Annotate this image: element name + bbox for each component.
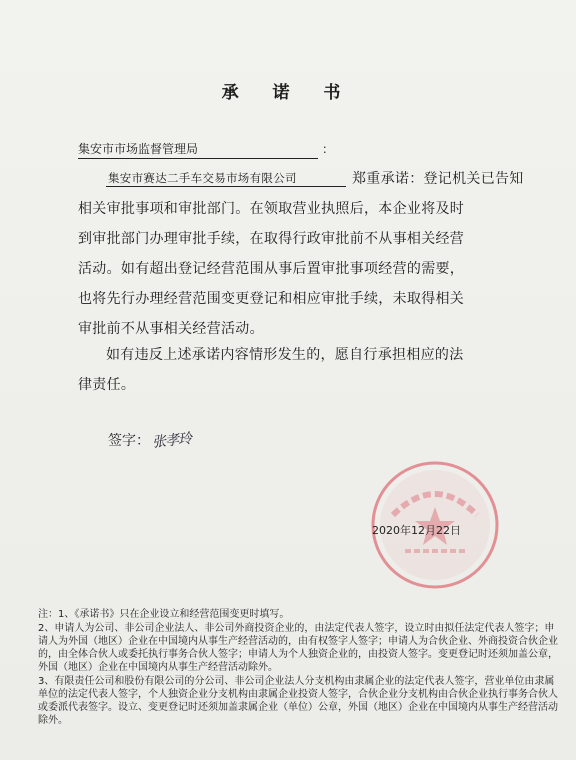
recipient-name: 集安市市场监督管理局 <box>78 140 318 159</box>
signature-label: 签字： <box>108 433 150 449</box>
recipient-line <box>78 140 334 159</box>
note-item: 3、有限责任公司和股份有限公司的分公司、非公司企业法人分支机构由隶属企业的法定代表人签字，营业单位由隶属单位的法定代表人签字，个人独资企业分支机构由隶属企业投资人签字，合伙企业分支机构由合伙企业执行事务合伙人或委派代表签字。设立、变更登记时还须加盖隶属企业（单位）公章，外国（地区）企业在中国境内从事生产经营活动除外。 <box>38 676 558 726</box>
document-title: 承 诺 书 <box>221 83 355 103</box>
paragraph-line: 活动。如有超出登记经营范围从事后置审批事项经营的需要， <box>78 261 465 277</box>
recipient-colon: ： <box>322 142 335 156</box>
notes-section <box>38 608 558 727</box>
paragraph-line <box>78 164 548 194</box>
note-item: 2、申请人为公司、非公司企业法人、非公司外商投资企业的，由法定代表人签字，设立时由拟任法定代表人签字；申请人为外国（地区）企业在中国境内从事生产经营活动的，由有权签字人签字；申请人为合伙企业、外商投资合伙企业的，由全体合伙人或委托执行事务合伙人签字；申请人为个人独资企业的，由投资人签字。变更登记时还须加盖公章，外国（地区）企业在中国境内从事生产经营活动除外。 <box>38 623 558 673</box>
paragraph-line: 也将先行办理经营范围变更登记和相应审批手续，未取得相关 <box>78 291 465 307</box>
paragraph-line: 到审批部门办理审批手续，在取得行政审批前不从事相关经营 <box>78 231 465 247</box>
handwritten-signature: 张孝玲 <box>151 431 192 451</box>
paragraph-line: 律责任。 <box>78 377 136 393</box>
paragraph-text: 郑重承诺：登记机关已告知 <box>352 171 524 187</box>
notes-label: 注： <box>38 609 58 620</box>
company-name: 集安市赛达二手车交易市场有限公司 <box>106 170 346 187</box>
paragraph-line: 审批前不从事相关经营活动。 <box>78 321 264 337</box>
signature-line <box>108 430 191 450</box>
paragraph-line: 如有违反上述承诺内容情形发生的，愿自行承担相应的法 <box>106 347 464 363</box>
commitment-paragraph <box>78 164 548 344</box>
liability-paragraph <box>78 340 548 400</box>
signing-date: 2020年12月22日 <box>372 524 461 537</box>
note-text: 1、《承诺书》只在企业设立和经营范围变更时填写。 <box>58 609 290 620</box>
paragraph-line: 相关审批事项和审批部门。在领取营业执照后，本企业将及时 <box>78 201 465 217</box>
note-item <box>38 608 558 621</box>
